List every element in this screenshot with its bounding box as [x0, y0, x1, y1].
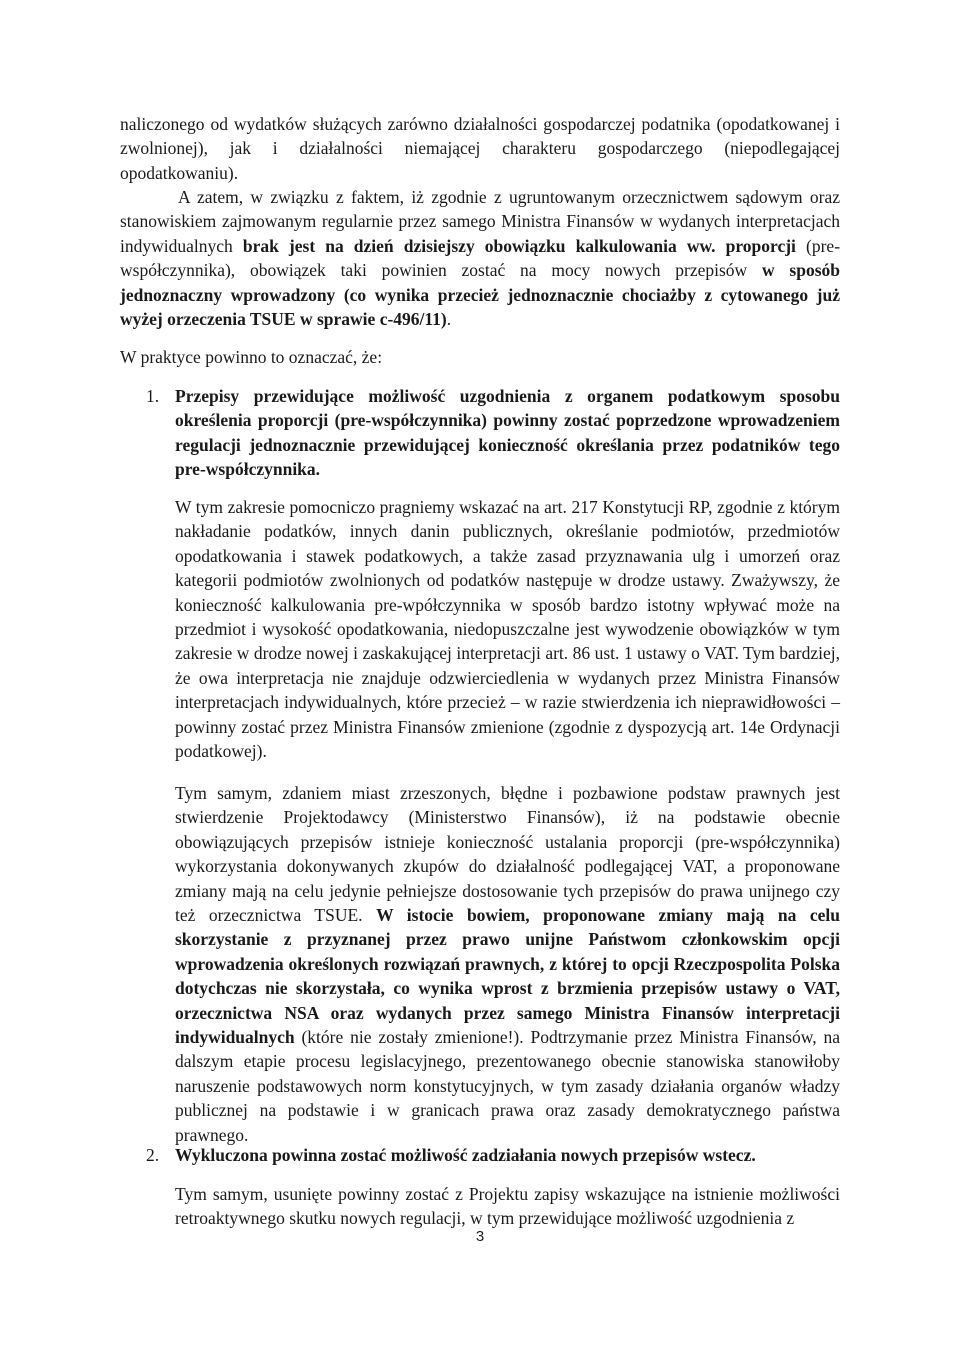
- paragraph: [120, 345, 840, 369]
- bold-text: brak jest na dzień dzisiejszy obowiązku kalkulowania ww. proporcji: [242, 235, 796, 256]
- paragraph-text: (pre-współczynnika), obowiązek taki powinien zostać na mocy nowych przepisów: [120, 235, 841, 281]
- paragraph-text: A zatem, w związku z faktem, iż zgodnie z ugruntowanym orzecznictwem sądowym oraz stanowiskiem zajmowanym regularnie przez samego Ministra Finansów w wydanych interpretacjach indywidualnych: [120, 187, 840, 256]
- paragraph-text: W tym zakresie pomocniczo pragniemy wskazać na art. 217 Konstytucji RP, zgodnie z którym nakładanie podatków, innych danin publicznych, określanie podmiotów, przedmiotów opodatkowania i stawek podatkowych, a także zasad przyznawania ulg i umorzeń oraz kategorii podmiotów zwolnionych od podatków następuje w drodze ustawy. Zważywszy, że konieczność kalkulowania pre-wpółczynnika w sposób bardzo istotny wpływać może na przedmiot i wysokość opodatkowania, niedopuszczalne jest wywodzenie obowiązków w tym zakresie w drodze nowej i zaskakującej interpretacji art. 86 ust. 1 ustawy o VAT. Tym bardziej, że owa interpretacja nie znajduje odzwierciedlenia w wydanych przez Ministra Finansów interpretacjach indywidualnych, które przecież – w razie stwierdzenia ich nieprawidłowości – powinny zostać przez Ministra Finansów zmienione (zgodnie z dyspozycją art. 14e Ordynacji podatkowej).: [175, 497, 840, 762]
- paragraph: [120, 112, 840, 185]
- list-item-number: 2.: [146, 1145, 160, 1165]
- bold-text: w sposób jednoznaczny wprowadzony (co wynika przecież jednoznacznie chociażby z cytowanego już wyżej orzeczenia TSUE w sprawie c-496/11): [120, 260, 840, 330]
- bold-text: Przepisy przewidujące możliwość uzgodnienia z organem podatkowym sposobu określenia proporcji (pre-współczynnika) powinny zostać poprzedzone wprowadzeniem regulacji jednoznacznie przewidującej konieczność określania przez podatników tego pre-współczynnika.: [175, 386, 840, 480]
- list-item-heading: [175, 1143, 840, 1167]
- paragraph: [175, 1182, 840, 1231]
- paragraph: [175, 495, 840, 763]
- bold-text: W istocie bowiem, proponowane zmiany mają na celu skorzystanie z przyznanej przez prawo unijne Państwom członkowskim opcji wprowadzenia określonych rozwiązań prawnych, z której to opcji Rzeczpospolita Polska dotychczas nie skorzystała, co wynika wprost z brzmienia przepisów ustawy o VAT, orzecznictwa NSA oraz wydanych przez samego Ministra Finansów interpretacji indywidualnych: [175, 905, 841, 1048]
- page-number: 3: [475, 1228, 485, 1245]
- paragraph-text: Tym samym, zdaniem miast zrzeszonych, błędne i pozbawione podstaw prawnych jest stwierdzenie Projektodawcy (Ministerstwo Finansów), iż na podstawie obecnie obowiązujących przepisów istnieje konieczność ustalania proporcji (pre-współczynnika) wykorzystania dokonywanych zkupów do działalność podlegającej VAT, a proponowane zmiany mają na celu jedynie pełniejsze dostosowanie tych przepisów do prawa unijnego czy też orzecznictwa TSUE.: [175, 783, 840, 926]
- paragraph: [175, 781, 840, 1147]
- list-item-heading: [175, 384, 840, 482]
- paragraph-text: (które nie zostały zmienione!). Podtrzymanie przez Ministra Finansów, na dalszym etapie procesu legislacyjnego, prezentowanego obecnie stanowiska stanowiłoby naruszenie podstawowych norm konstytucyjnych, w tym zasady działania organów władzy publicznej na podstawie i w granicach prawa oraz zasady demokratycznego państwa prawnego.: [175, 1027, 840, 1145]
- paragraph: [120, 185, 840, 331]
- list-item-number: 1.: [146, 386, 160, 406]
- paragraph-text: .: [446, 309, 452, 330]
- paragraph-text: Tym samym, usunięte powinny zostać z Projektu zapisy wskazujące na istnienie możliwości retroaktywnego skutku nowych regulacji, w tym przewidujące możliwość uzgodnienia z: [175, 1184, 840, 1229]
- paragraph-text: W praktyce powinno to oznaczać, że:: [120, 347, 383, 367]
- bold-text: Wykluczona powinna zostać możliwość zadziałania nowych przepisów wstecz.: [175, 1145, 756, 1165]
- paragraph-text: naliczonego od wydatków służących zarówno działalności gospodarczej podatnika (opodatkowanej i zwolnionej), jak i działalności niemającej charakteru gospodarczego (niepodlegającej opodatkowaniu).: [120, 114, 840, 183]
